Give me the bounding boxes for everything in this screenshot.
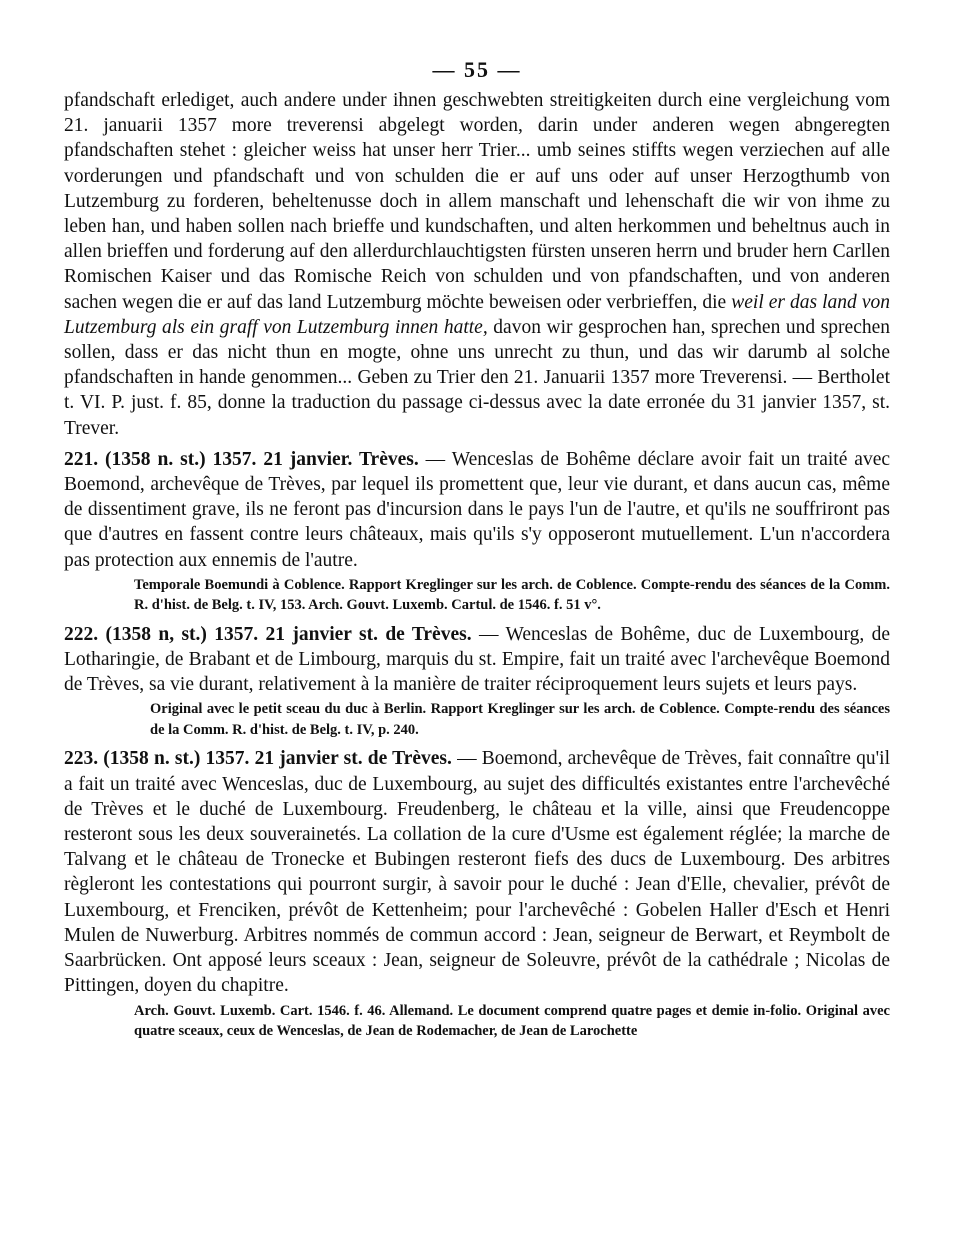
continuation-text-end: davon wir gesprochen han, sprechen und sprechen sollen, dass er das nicht thun en mogte, ohne uns unrecht zu thun, und das wir darumb al solche pfandschaften in hande genommen... Geben zu Trier den 21. Januarii 1357 more Treverensi. — Bertholet t. VI. P. just. f. 85, donne la traduction du passage ci-dessus avec la date erronée du 31 janvier 1357, st. Trever. — [64, 316, 891, 439]
entry-222 — [64, 622, 890, 741]
entry-paragraph — [64, 622, 890, 698]
entry-source-note: Original avec le petit sceau du duc à Berlin. Rapport Kreglinger sur les arch. de Coblence. Compte-rendu des séances de la Comm. R. d'hist. de Belg. t. IV, p. 240. — [150, 701, 890, 738]
continuation-text: pfandschaft erlediget, auch andere under ihnen geschwebten streitigkeiten durch eine vergleichung vom 21. januarii 1357 more treverensi abgelegt worden, darin under anderen wegen abngeregten pfandschaften stehet : gleicher weiss hat unser herr Trier... umb seines stiffts wegen verziechen auf alle vorderungen und pfandschaft und von schulden die er auf uns oder auf unser Herzogthumb von Lutzemburg zu forderen, beheltenusse doch in allem manschaft und lehenschaft die wir von ihme zu leben han, und haben sollen nach brieffe und kundschaften, und alten herkommen und beheltnus auch in allen brieffen und forderung auf den allerdurchlauchtigsten fürsten unseren herrn und bruder hern Carllen Romischen Kaiser und das Romische Reich von schulden und von pfandschaften, und von anderen sachen wegen die er auf das land Lutzemburg möchte beweisen oder verbrieffen, die — [64, 90, 890, 313]
continuation-italic-quote: weil er das land von Lutzemburg als ein graff von Lutzemburg innen hatte, — [64, 291, 890, 338]
entry-body: — Wenceslas de Bohême déclare avoir fait un traité avec Boemond, archevêque de Trèves, par lequel ils promettent que, leur vie durant, et dans aucun cas, même de dissentiment grave, ils ne feront pas d'incursion dans le pays l'un de l'autre, et qu'ils ne souffriront pas que d'autres en fassent contre leurs châteaux, mais qu'ils s'y opposeront mutuellement. L'un n'accordera pas protection aux ennemis de l'autre. — [64, 448, 891, 571]
entry-heading: 221. (1358 n. st.) 1357. 21 janvier. Trèves. — [64, 448, 419, 470]
entry-heading: 223. (1358 n. st.) 1357. 21 janvier st. de Trèves. — [64, 748, 452, 770]
entry-source-note: Temporale Boemundi à Coblence. Rapport Kreglinger sur les arch. de Coblence. Compte-rendu des séances de la Comm. R. d'hist. de Belg. t. IV, 153. Arch. Gouvt. Luxemb. Cartul. de 1546. f. 51 v°. — [134, 576, 890, 614]
entry-paragraph — [64, 746, 890, 998]
entry-221 — [64, 447, 890, 616]
entry-body: — Boemond, archevêque de Trèves, fait connaître qu'il a fait un traité avec Wenceslas, duc de Luxembourg, au sujet des difficultés existantes entre l'archevêché de Trèves et le duché de Luxembourg. Freudenberg, le château et la ville, ainsi que Freudencoppe resteront sous les deux souverainetés. La collation de la cure d'Usme est également réglée; la marche de Talvang et le château de Tronecke et Bubingen resteront fiefs des ducs de Luxembourg. Des arbitres règleront les contestations qui pourront surgir, à savoir pour le duché : Jean d'Elle, chevalier, prévôt de Luxembourg, et Frenciken, prévôt de Kettenheim; pour l'archevêché : Gobelen Haller d'Esch et Henri Mulen de Nuwerburg. Arbitres nommés de commun accord : Jean, seigneur de Berwart, et Reymbolt de Saarbrücken. Ont apposé leurs sceaux : Jean, seigneur de Soleuvre, prévôt de la cathédrale ; Nicolas de Pittingen, doyen du chapitre. — [64, 748, 890, 997]
document-page — [64, 52, 890, 1042]
page-number: — 55 — — [432, 57, 522, 82]
entry-body: — Wenceslas de Bohême, duc de Luxembourg, de Lotharingie, de Brabant et de Limbourg, marquis du st. Empire, fait un traité avec l'archevêque Boemond de Trèves, sa vie durant, relativement à la manière de traiter réciproquement leurs sujets et leurs pays. — [64, 623, 890, 696]
entry-heading: 222. (1358 n, st.) 1357. 21 janvier st. de Trèves. — [64, 623, 472, 645]
entry-source-note: Arch. Gouvt. Luxemb. Cart. 1546. f. 46. Allemand. Le document comprend quatre pages et demie in-folio. Original avec quatre sceaux, ceux de Wenceslas, de Jean de Rodemacher, de Jean de Larochette — [134, 1002, 890, 1039]
continuation-paragraph — [64, 88, 890, 441]
entry-223 — [64, 746, 890, 1041]
entry-paragraph — [64, 447, 890, 573]
